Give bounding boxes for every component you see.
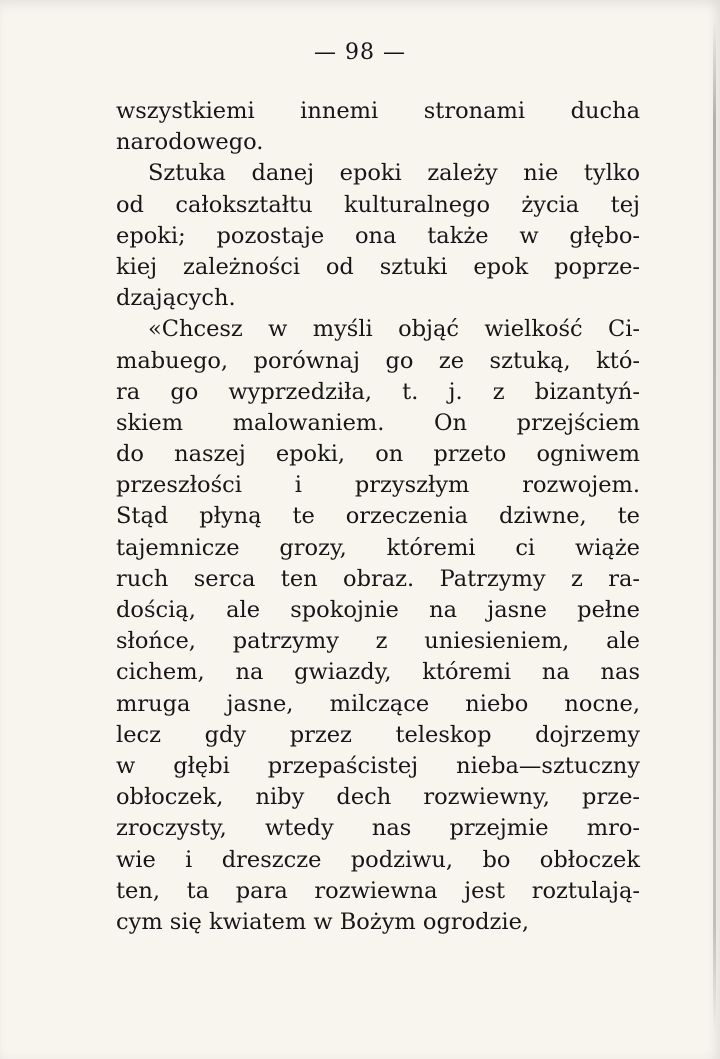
- text-line: wszystkiemi innemi stronami ducha: [116, 98, 640, 124]
- text-line: wie i dreszcze podziwu, bo obłoczek: [116, 846, 640, 873]
- text-line: tajemnicze grozy, któremi ci wiąże: [116, 534, 640, 561]
- text-line: w głębi przepaścistej nieba—sztuczny: [116, 752, 640, 779]
- text-line: «Chcesz w myśli objąć wielkość Ci-: [148, 316, 640, 343]
- text-line: mruga jasne, milczące niebo nocne,: [116, 690, 640, 717]
- text-line: Stąd płyną te orzeczenia dziwne, te: [116, 503, 640, 530]
- text-line: narodowego.: [116, 129, 264, 156]
- text-line: dością, ale spokojnie na jasne pełne: [116, 597, 640, 623]
- body-text: [116, 96, 640, 938]
- text-line: cym się kwiatem w Bożym ogrodzie,: [116, 908, 530, 935]
- text-line: Sztuka danej epoki zależy nie tylko: [148, 160, 640, 187]
- text-line: ten, ta para rozwiewna jest roztulają-: [116, 877, 640, 904]
- text-line: słońce, patrzymy z uniesieniem, ale: [116, 628, 640, 655]
- text-line: dzających.: [116, 285, 236, 312]
- text-line: ruch serca ten obraz. Patrzymy z ra-: [116, 565, 640, 592]
- page-number-header: — 98 —: [314, 40, 406, 65]
- text-line: do naszej epoki, on przeto ogniwem: [116, 441, 640, 468]
- text-line: skiem malowaniem. On przejściem: [116, 409, 640, 436]
- text-line: cichem, na gwiazdy, któremi na nas: [116, 659, 640, 686]
- text-line: epoki; pozostaje ona także w głębo-: [116, 222, 640, 249]
- text-line: przeszłości i przyszłym rozwojem.: [116, 472, 640, 499]
- text-line: zroczysty, wtedy nas przejmie mro-: [116, 815, 640, 842]
- text-line: lecz gdy przez teleskop dojrzemy: [116, 721, 640, 748]
- text-line: mabuego, porównaj go ze sztuką, któ-: [116, 347, 640, 374]
- text-line: obłoczek, niby dech rozwiewny, prze-: [116, 784, 640, 811]
- text-line: od całokształtu kulturalnego życia tej: [116, 191, 640, 218]
- text-line: kiej zależności od sztuki epok poprze-: [116, 253, 640, 280]
- page-edge-shadow: [713, 20, 716, 1030]
- text-line: ra go wyprzedziła, t. j. z bizantyń-: [116, 378, 640, 405]
